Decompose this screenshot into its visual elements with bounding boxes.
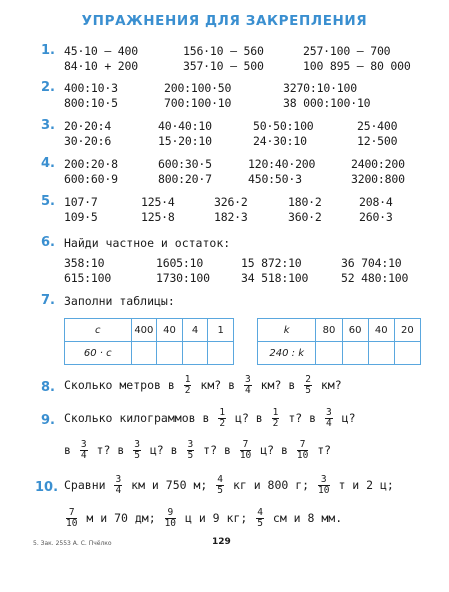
exercise-9-line-2: [64, 440, 331, 461]
fraction: $\frac{4}{5}$: [257, 507, 263, 529]
expr: 109·5: [64, 210, 98, 224]
fraction: $\frac{3}{5}$: [134, 439, 140, 461]
answer-cell[interactable]: [208, 342, 234, 365]
table-header: 20: [394, 319, 420, 342]
expr: 182·3: [214, 210, 248, 224]
text: т?: [317, 443, 332, 457]
expr: 2400:200: [351, 157, 405, 171]
text: Сколько килограммов в: [64, 411, 210, 425]
exercise-5-number: 5.: [41, 194, 55, 209]
fraction: $\frac{1}{2}$: [184, 374, 191, 396]
text: м и 70 дм;: [86, 511, 156, 525]
text: ц? в: [149, 443, 178, 457]
expr: 1730:100: [156, 271, 210, 285]
text: Сравни: [64, 478, 106, 492]
table-header: 80: [316, 319, 342, 342]
table-header: 40: [368, 319, 394, 342]
table-header-k: k: [258, 319, 316, 342]
table-row-label: 240 : k: [258, 342, 316, 365]
expr: 180·2: [288, 195, 322, 209]
expr: 156·10 – 560: [183, 44, 264, 58]
answer-cell[interactable]: [131, 342, 157, 365]
text: км?: [320, 378, 342, 392]
exercise-6-task: Найди частное и остаток:: [64, 236, 231, 250]
expr: 450:50·3: [248, 172, 302, 186]
fraction: $\frac{3}{4}$: [325, 407, 332, 429]
answer-cell[interactable]: [182, 342, 208, 365]
table-header: 1: [208, 319, 234, 342]
expr: 800:10·5: [64, 96, 118, 110]
expr: 400:10·3: [64, 81, 118, 95]
expr: 15 872:10: [241, 256, 302, 270]
expr: 125·8: [141, 210, 175, 224]
expr: 700:100·10: [164, 96, 232, 110]
expr: 208·4: [359, 195, 393, 209]
expr: 52 480:100: [341, 271, 409, 285]
expr: 326·2: [214, 195, 248, 209]
table-header: 40: [157, 319, 183, 342]
fraction: $\frac{3}{4}$: [115, 474, 122, 496]
table-header-c: c: [65, 319, 132, 342]
table-240k: [257, 318, 421, 365]
text: ц?: [341, 411, 356, 425]
answer-cell[interactable]: [368, 342, 394, 365]
fraction: $\frac{3}{10}$: [318, 474, 330, 496]
text: в: [64, 443, 71, 457]
exercise-10-line-2: [64, 508, 342, 529]
expr: 24·30:10: [253, 134, 307, 148]
expr: 12·500: [357, 134, 398, 148]
exercise-9-line-1: [64, 408, 356, 429]
text: км и 750 м;: [131, 478, 208, 492]
exercise-10-line-1: [64, 475, 394, 496]
expr: 40·40:10: [158, 119, 212, 133]
text: т? в: [288, 411, 317, 425]
expr: 1605:10: [156, 256, 204, 270]
expr: 125·4: [141, 195, 175, 209]
expr: 45·10 – 400: [64, 44, 138, 58]
expr: 260·3: [359, 210, 393, 224]
exercise-2-number: 2.: [41, 80, 55, 95]
fraction: $\frac{2}{5}$: [305, 374, 311, 396]
text: ц и 9 кг;: [184, 511, 248, 525]
footer-printer-info: 5. Зак. 2553 А. С. Пчёлко: [33, 540, 112, 547]
expr: 100 895 – 80 000: [303, 59, 411, 73]
fraction: $\frac{3}{4}$: [80, 439, 87, 461]
exercise-10-number: 10.: [35, 480, 59, 495]
exercise-1-number: 1.: [41, 43, 55, 58]
expr: 3200:800: [351, 172, 405, 186]
text: см и 8 мм.: [272, 511, 343, 525]
expr: 357·10 – 500: [183, 59, 264, 73]
text: ц? в: [235, 411, 263, 425]
expr: 615:100: [64, 271, 112, 285]
expr: 30·20:6: [64, 134, 112, 148]
section-heading: УПРАЖНЕНИЯ ДЛЯ ЗАКРЕПЛЕНИЯ: [81, 13, 368, 29]
expr: 25·400: [357, 119, 398, 133]
expr: 358:10: [64, 256, 105, 270]
fraction: $\frac{1}{2}$: [272, 407, 279, 429]
answer-cell[interactable]: [394, 342, 420, 365]
expr: 200:100·50: [164, 81, 232, 95]
text: т? в: [96, 443, 125, 457]
exercise-9-number: 9.: [41, 413, 55, 428]
text: Сколько метров в: [64, 378, 175, 392]
answer-cell[interactable]: [316, 342, 342, 365]
fraction: $\frac{7}{10}$: [296, 439, 309, 461]
text: т? в: [203, 443, 231, 457]
table-row-label: 60 · c: [65, 342, 132, 365]
expr: 107·7: [64, 195, 98, 209]
fraction: $\frac{4}{5}$: [217, 474, 223, 496]
answer-cell[interactable]: [342, 342, 368, 365]
fraction: $\frac{7}{10}$: [239, 439, 252, 461]
expr: 15·20:10: [158, 134, 212, 148]
fraction: $\frac{9}{10}$: [164, 507, 177, 529]
exercise-8-line: [64, 375, 342, 396]
expr: 84·10 + 200: [64, 59, 138, 73]
fraction: $\frac{3}{4}$: [244, 374, 251, 396]
table-header: 400: [131, 319, 157, 342]
expr: 600:60·9: [64, 172, 118, 186]
table-header: 60: [342, 319, 368, 342]
text: кг и 800 г;: [232, 478, 310, 492]
table-60c: [64, 318, 234, 365]
expr: 36 704:10: [341, 256, 402, 270]
expr: 3270:10·100: [283, 81, 357, 95]
text: км? в: [260, 378, 296, 392]
exercise-8-number: 8.: [41, 380, 55, 395]
text: км? в: [200, 378, 236, 392]
fraction: $\frac{1}{2}$: [219, 407, 226, 429]
text: т и 2 ц;: [338, 478, 394, 492]
exercise-3-number: 3.: [41, 118, 55, 133]
fraction: $\frac{7}{10}$: [66, 507, 78, 529]
expr: 360·2: [288, 210, 322, 224]
exercise-6-number: 6.: [41, 235, 55, 250]
expr: 120:40·200: [248, 157, 316, 171]
exercise-7-number: 7.: [41, 293, 55, 308]
expr: 34 518:100: [241, 271, 309, 285]
fraction: $\frac{3}{5}$: [187, 439, 194, 461]
exercise-4-number: 4.: [41, 156, 55, 171]
expr: 50·50:100: [253, 119, 314, 133]
expr: 200:20·8: [64, 157, 118, 171]
expr: 257·100 – 700: [303, 44, 391, 58]
exercise-7-task: Заполни таблицы:: [64, 294, 175, 308]
expr: 600:30·5: [158, 157, 212, 171]
expr: 800:20·7: [158, 172, 212, 186]
expr: 38 000:100·10: [283, 96, 371, 110]
table-header: 4: [182, 319, 208, 342]
text: ц? в: [260, 443, 288, 457]
answer-cell[interactable]: [157, 342, 183, 365]
page-number: 129: [212, 537, 231, 547]
expr: 20·20:4: [64, 119, 112, 133]
